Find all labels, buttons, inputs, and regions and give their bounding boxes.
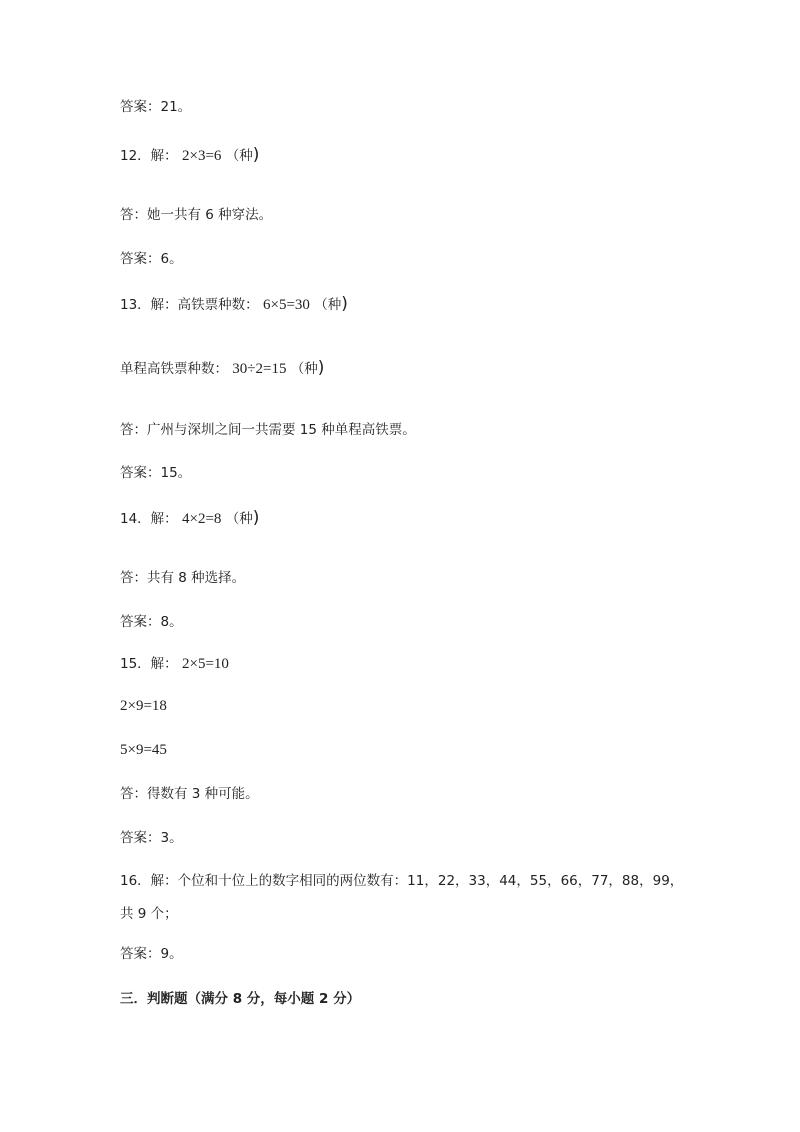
- q15-answer-result: [120, 828, 183, 848]
- q15-equation-2: [120, 696, 167, 716]
- text: 共 9 个；: [120, 906, 178, 922]
- equation: 2×3=6: [181, 148, 222, 164]
- q15-solution: [120, 654, 229, 674]
- text: 答：共有 8 种选择。: [120, 570, 246, 586]
- q16-solution-continued: [120, 904, 178, 924]
- unit: （种: [290, 361, 318, 377]
- equation: 6×5=30: [262, 297, 310, 313]
- q12-answer-result: [120, 249, 183, 269]
- unit: （种: [225, 148, 253, 164]
- unit: （种: [314, 297, 342, 313]
- text: 答案：6。: [120, 251, 183, 267]
- q13-solution-step-2: [120, 358, 324, 379]
- close-paren: ): [252, 145, 260, 165]
- equation: 4×2=8: [181, 511, 222, 527]
- text: 答：她一共有 6 种穿法。: [120, 207, 273, 223]
- text: 答案：9。: [120, 946, 183, 962]
- text: 答：得数有 3 种可能。: [120, 786, 259, 802]
- equation: 2×5=10: [181, 656, 229, 672]
- q15-equation-3: [120, 740, 167, 760]
- equation: 5×9=45: [120, 742, 167, 758]
- text: 答：广州与深圳之间一共需要 15 种单程高铁票。: [120, 422, 416, 438]
- text: 答案：3。: [120, 830, 183, 846]
- text: 答案：8。: [120, 614, 183, 630]
- q14-solution: [120, 508, 259, 529]
- label: 12．解：: [120, 148, 178, 164]
- q16-answer-result: [120, 944, 183, 964]
- q16-solution: [120, 871, 683, 891]
- q12-solution: [120, 145, 259, 166]
- q13-answer-sentence: [120, 420, 416, 440]
- q15-answer-sentence: [120, 784, 259, 804]
- q14-answer-sentence: [120, 568, 245, 588]
- equation: 30÷2=15: [232, 361, 287, 377]
- text: 三．判断题（满分 8 分，每小题 2 分）: [120, 991, 361, 1007]
- q12-answer-sentence: [120, 205, 272, 225]
- label: 单程高铁票种数：: [120, 361, 228, 377]
- q13-solution: [120, 294, 348, 315]
- close-paren: ): [341, 294, 348, 314]
- label: 14．解：: [120, 511, 178, 527]
- text: 答案：15。: [120, 465, 192, 481]
- close-paren: ): [252, 508, 260, 528]
- equation: 2×9=18: [120, 698, 167, 714]
- q14-answer-result: [120, 612, 183, 632]
- label: 13．解：高铁票种数：: [120, 297, 259, 313]
- unit: （种: [225, 511, 253, 527]
- text: 16．解：个位和十位上的数字相同的两位数有：11，22，33，44，55，66，77，88，99，: [120, 873, 684, 889]
- section-heading: [120, 989, 360, 1009]
- answer-11-result: [120, 97, 191, 117]
- q13-answer-result: [120, 463, 191, 483]
- label: 15．解：: [120, 656, 178, 672]
- text: 答案：21。: [120, 99, 192, 115]
- close-paren: ): [317, 358, 325, 378]
